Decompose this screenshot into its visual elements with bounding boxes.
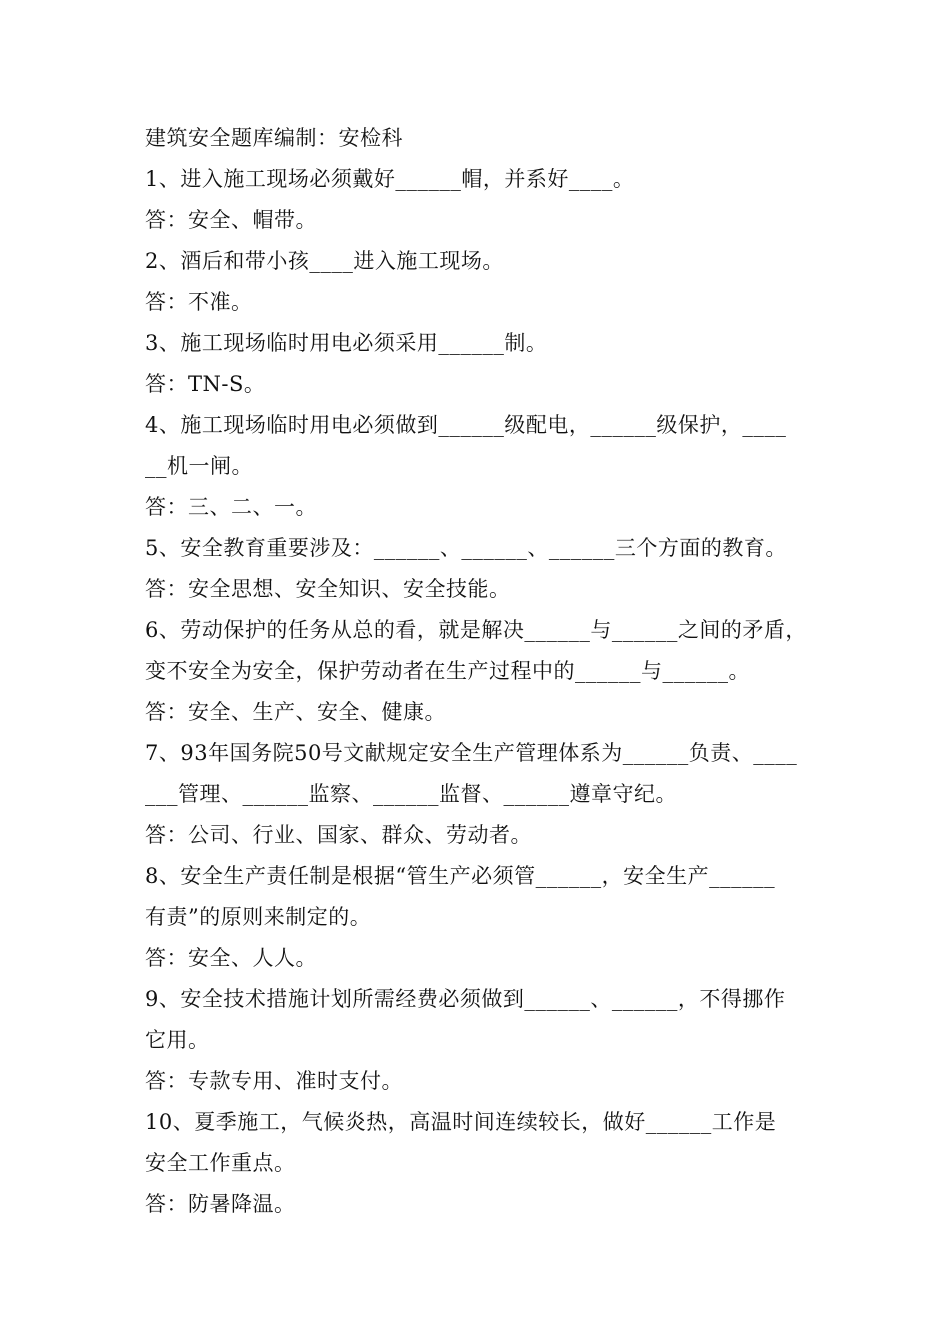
question-9-line-2: 它用。 [145,1028,210,1052]
answer-1: 答：安全、帽带。 [145,208,317,232]
question-5: 5、安全教育重要涉及：______、______、______三个方面的教育。 [145,536,787,560]
answer-5: 答：安全思想、安全知识、安全技能。 [145,577,511,601]
document-title: 建筑安全题库编制：安检科 [145,126,403,150]
question-1: 1、进入施工现场必须戴好______帽，并系好____。 [145,167,635,191]
answer-2: 答：不准。 [145,290,253,314]
question-7-line-2: ___管理、______监察、______监督、______遵章守纪。 [145,782,677,806]
question-10-line-2: 安全工作重点。 [145,1151,296,1175]
answer-7: 答：公司、行业、国家、群众、劳动者。 [145,823,532,847]
question-9-line-1: 9、安全技术措施计划所需经费必须做到______、______，不得挪作 [145,987,786,1011]
question-2: 2、酒后和带小孩____进入施工现场。 [145,249,504,273]
answer-4: 答：三、二、一。 [145,495,317,519]
question-3: 3、施工现场临时用电必须采用______制。 [145,331,548,355]
answer-10: 答：防暑降温。 [145,1192,296,1216]
answer-3: 答：TN-S。 [145,372,266,396]
question-8-line-1: 8、安全生产责任制是根据“管生产必须管______，安全生产______ [145,864,776,888]
question-7-line-1: 7、93年国务院50号文献规定安全生产管理体系为______负责、____ [145,741,798,765]
question-6-line-2: 变不安全为安全，保护劳动者在生产过程中的______与______。 [145,659,750,683]
question-10-line-1: 10、夏季施工，气候炎热，高温时间连续较长，做好______工作是 [145,1110,777,1134]
answer-6: 答：安全、生产、安全、健康。 [145,700,446,724]
answer-9: 答：专款专用、准时支付。 [145,1069,403,1093]
document-body [145,118,825,1225]
question-4-line-2: __机一闸。 [145,454,253,478]
question-4-line-1: 4、施工现场临时用电必须做到______级配电，______级保护，____ [145,413,787,437]
question-8-line-2: 有责”的原则来制定的。 [145,905,372,929]
question-6-line-1: 6、劳动保护的任务从总的看，就是解决______与______之间的矛盾， [145,618,807,642]
answer-8: 答：安全、人人。 [145,946,317,970]
